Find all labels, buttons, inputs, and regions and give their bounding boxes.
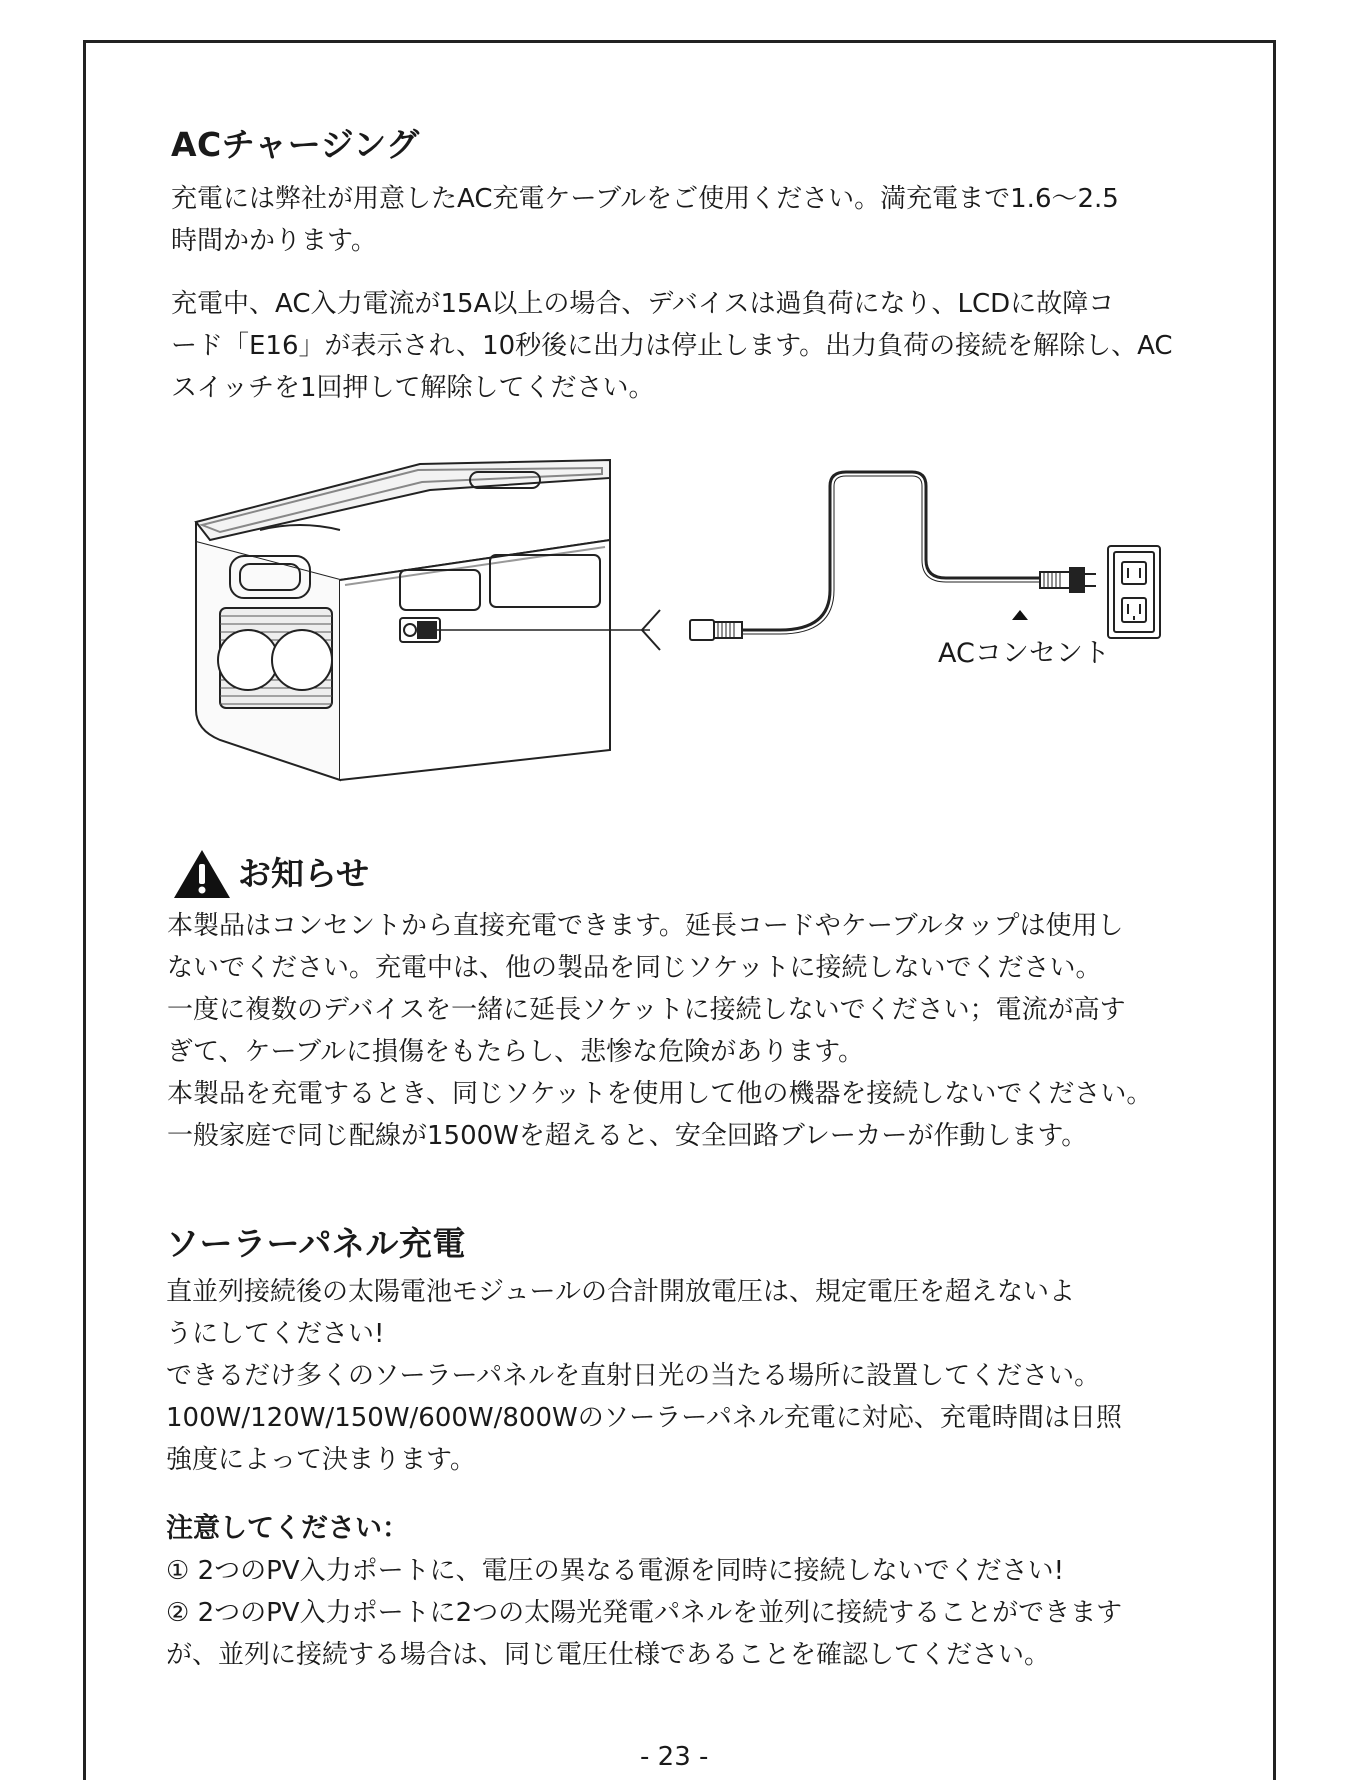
ac-outlet-label: ACコンセント [938, 638, 1110, 669]
warning-icon [172, 848, 232, 900]
text-line: 本製品はコンセントから直接充電できます。延長コードやケーブルタップは使用し [167, 911, 1124, 941]
ac-charging-illustration [190, 450, 1190, 790]
text-line: 強度によって決まります。 [166, 1445, 476, 1475]
text-line: 直並列接続後の太陽電池モジュールの合計開放電圧は、規定電圧を超えないよ [166, 1277, 1075, 1307]
notice-body [167, 905, 1152, 1157]
ac-charging-title: ACチャージング [171, 125, 420, 164]
text-line: スイッチを1回押して解除してください。 [171, 373, 655, 403]
text-line: 本製品を充電するとき、同じソケットを使用して他の機器を接続しないでください。 [167, 1079, 1153, 1109]
caution-body [166, 1550, 1122, 1676]
text-line: 時間かかります。 [171, 226, 377, 256]
wall-outlet-icon [1108, 546, 1160, 638]
solar-title: ソーラーパネル充電 [166, 1224, 466, 1263]
ac-charging-para1 [171, 178, 1119, 262]
text-line: ② 2つのPV入力ポートに2つの太陽光発電パネルを並列に接続することができます [166, 1598, 1123, 1628]
page-number: - 23 - [640, 1742, 709, 1772]
text-line: 充電中、AC入力電流が15A以上の場合、デバイスは過負荷になり、LCDに故障コ [171, 289, 1115, 319]
text-line: 一般家庭で同じ配線が1500Wを超えると、安全回路ブレーカーが作動します。 [167, 1121, 1088, 1151]
text-line: ないでください。充電中は、他の製品を同じソケットに接続しないでください。 [167, 953, 1102, 983]
text-line: 一度に複数のデバイスを一緒に延長ソケットに接続しないでください；電流が高す [167, 995, 1126, 1025]
ac-charging-para2 [171, 283, 1173, 409]
pointer-triangle-icon [1012, 610, 1028, 620]
text-line: ぎて、ケーブルに損傷をもたらし、悲惨な危険があります。 [167, 1037, 865, 1067]
text-line: ード「E16」が表示され、10秒後に出力は停止します。出力負荷の接続を解除し、AC [171, 331, 1173, 361]
solar-body [166, 1271, 1122, 1481]
caution-title: 注意してください： [166, 1513, 409, 1544]
power-station-icon [196, 460, 610, 780]
notice-title: お知らせ [238, 854, 370, 893]
text-line: が、並列に接続する場合は、同じ電圧仕様であることを確認してください。 [166, 1640, 1051, 1670]
text-line: ① 2つのPV入力ポートに、電圧の異なる電源を同時に接続しないでください! [166, 1556, 1065, 1586]
text-line: 100W/120W/150W/600W/800Wのソーラーパネル充電に対応、充電時間は日照 [166, 1403, 1122, 1433]
text-line: 充電には弊社が用意したAC充電ケーブルをご使用ください。満充電まで1.6～2.5 [171, 184, 1119, 214]
text-line: うにしてください! [166, 1319, 385, 1349]
text-line: できるだけ多くのソーラーパネルを直射日光の当たる場所に設置してください。 [166, 1361, 1101, 1391]
